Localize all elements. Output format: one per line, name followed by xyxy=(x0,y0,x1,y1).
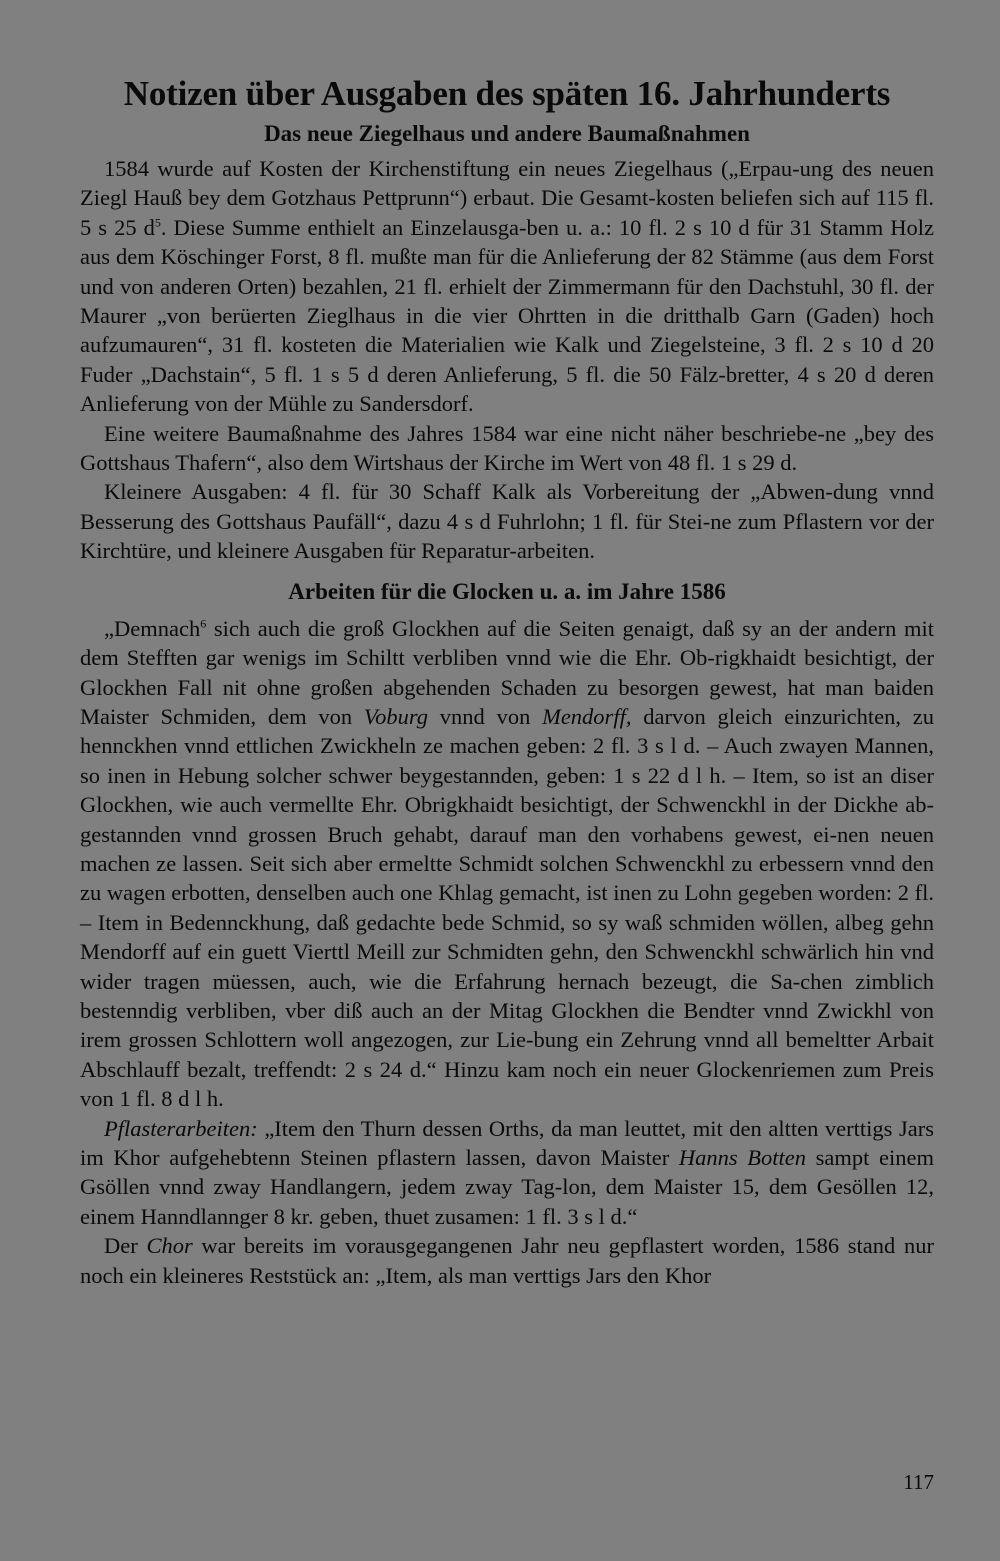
paragraph-text: 1584 wurde auf Kosten der Kirchenstiftung ein neues Ziegelhaus („Erpau-ung des neuen Ziegl Hauß bey dem Gotzhaus Pettprunn“) erbaut. Die Gesamt-kosten beliefen sich auf 115 fl. 5 s 25 d xyxy=(80,156,934,240)
document-page xyxy=(80,72,934,1290)
paragraph-text: . Diese Summe enthielt an Einzelausga-ben u. a.: 10 fl. 2 s 10 d für 31 Stamm Holz aus dem Köschinger Forst, 8 fl. mußte man für die Anlieferung der 82 Stämme (aus dem Forst und von anderen Orten) bezahlen, 21 fl. erhielt der Zimmermann für den Dachstuhl, 30 fl. der Maurer „von berüerten Zieglhaus in die vier Ohrtten in die dritthalb Garn (Gaden) hoch aufzumauren“, 31 fl. kosteten die Materialien wie Kalk und Ziegelsteine, 3 fl. 2 s 10 d 20 Fuder „Dachstain“, 5 fl. 1 s 5 d deren Anlieferung, 5 fl. die 50 Fälz-bretter, 4 s 20 d deren Anlieferung von der Mühle zu Sandersdorf. xyxy=(80,214,934,417)
paragraph: Eine weitere Baumaßnahme des Jahres 1584 war eine nicht näher beschriebe-ne „bey des Gottshaus Thafern“, also dem Wirtshaus der Kirche im Wert von 48 fl. 1 s 29 d. xyxy=(80,420,934,476)
paragraph-text: Der xyxy=(104,1233,147,1259)
paragraph-text: sampt einem Gsöllen vnnd zway Handlangern, jedem zway Tag-lon, dem Maister 15, dem Gesöllen 12, einem Hanndlannger 8 kr. geben, thuet zusamen: 1 fl. 3 s l d.“ xyxy=(80,1145,934,1229)
paragraph-text: war bereits im vorausgegangenen Jahr neu gepflastert worden, 1586 stand nur noch ein kleineres Reststück an: „Item, als man verttigs Jars den Khor xyxy=(80,1233,934,1288)
paragraph-text: „Item den Thurn dessen Orths, da man leuttet, mit den altten verttigs Jars im Khor aufgehebtenn Steinen pflastern lassen, davon Maister xyxy=(80,1115,934,1170)
paragraph xyxy=(80,614,934,1114)
paragraph-text: „Demnach xyxy=(104,615,201,641)
paragraph-text: vnnd von xyxy=(428,703,543,729)
emphasis: Chor xyxy=(146,1233,193,1259)
paragraph xyxy=(80,1114,934,1232)
page-number: 117 xyxy=(903,1470,934,1494)
place-name: Voburg xyxy=(363,703,429,729)
footnote-marker: 5 xyxy=(154,215,161,230)
run-in-heading: Pflasterarbeiten: xyxy=(104,1115,258,1141)
paragraph xyxy=(80,1231,934,1290)
paragraph xyxy=(80,154,934,419)
page-title: Notizen über Ausgaben des späten 16. Jahrhunderts xyxy=(123,74,891,113)
person-name: Hanns Botten xyxy=(678,1145,806,1170)
paragraph-text: sich auch die groß Glockhen auf die Seiten genaigt, daß sy an der andern mit dem Stefften gar wenigs im Schiltt verbliben vnnd wie die Ehr. Ob-rigkhaidt besichtigt, der Glockhen Fall nit ohne großen abgehenden Schaden zu besorgen gewest, hat man baiden Maister Schmiden, dem von xyxy=(80,615,934,729)
footnote-marker: 6 xyxy=(200,616,207,631)
section-heading-glocken: Arbeiten für die Glocken u. a. im Jahre 1586 xyxy=(288,578,726,604)
paragraph-text: darvon gleich einzurichten, zu hennckhen vnnd ettlichen Zwickheln ze machen geben: 2 fl. 3 s l d. – Auch zwayen Mannen, so inen in Hebung solcher schwer beygestannden, geben: 1 s 22 d l h. – Item, so ist an diser Glockhen, wie auch vermellte Ehr. Obrigkhaidt besichtigt, der Schwenckhl in der Dickhe ab-gestannden vnnd grossen Bruch gehabt, darauf man den vorhabens gewest, ei-nen neuen machen ze lassen. Seit sich aber ermeltte Schmidt solchen Schwenckhl zu erbessern vnnd den zu wagen erbotten, denselben auch one Khlag gemacht, ist inen zu Lohn gegeben worden: 2 fl. – Item in Bedennckhung, daß gedachte bede Schmid, so sy waß schmiden wöllen, albeg gehn Mendorff auf ein guett Vierttl Meill zur Schmidten gehn, den Schwenckhl schwärlich hin vnd wider tragen müessen, auch, wie die Erfahrung hernach bezeugt, die Sa-chen zimblich bestenndig verbliben, vber diß auch an der Mitag Glockhen die Bendter vnnd Zwickhl von irem grossen Schlottern woll angezogen, zur Lie-bung ein Zehrung vnnd all bemeltter Arbait Abschlauff bezalt, treffendt: 2 s 24 d.“ Hinzu kam noch ein neuer Glockenriemen zum Preis von 1 fl. 8 d l h. xyxy=(80,703,934,1112)
paragraph: Kleinere Ausgaben: 4 fl. für 30 Schaff Kalk als Vorbereitung der „Abwen-dung vnnd Besserung des Gottshaus Paufäll“, dazu 4 s d Fuhrlohn; 1 fl. für Stei-ne zum Pflastern vor der Kirchtüre, und kleinere Ausgaben für Reparatur-arbeiten. xyxy=(80,479,934,564)
section-heading-ziegelhaus: Das neue Ziegelhaus und andere Baumaßnahmen xyxy=(264,121,750,146)
place-name: Mendorff, xyxy=(542,703,632,729)
